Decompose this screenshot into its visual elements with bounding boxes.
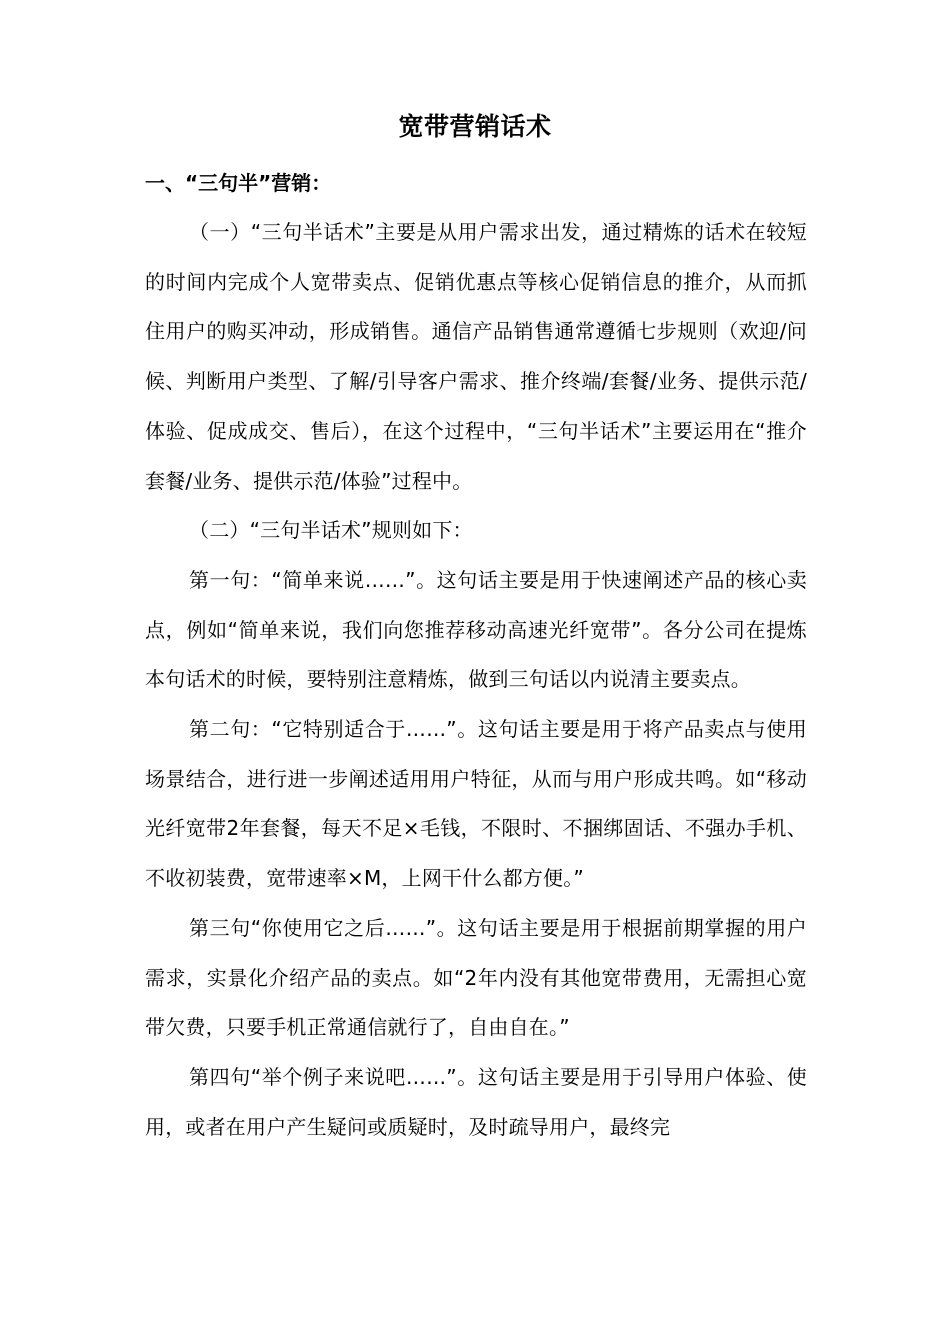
document-body — [145, 208, 807, 1152]
document-title: 宽带营销话术 — [398, 112, 552, 141]
paragraph-rules-heading: （二）“三句半话术”规则如下： — [189, 518, 473, 543]
paragraph-sentence-one: 第一句：“简单来说……”。这句话主要是用于快速阐述产品的核心卖点，例如“简单来说，我们向您推荐移动高速光纤宽带”。各分公司在提炼本句话术的时候，要特别注意精炼，做到三句话以内说清主要卖点。 — [145, 567, 807, 692]
section-heading: 一、“三句半”营销： — [145, 171, 332, 195]
paragraph-sentence-four: 第四句“举个例子来说吧……”。这句话主要是用于引导用户体验、使用，或者在用户产生疑问或质疑时，及时疏导用户，最终完 — [145, 1064, 807, 1139]
paragraph-sentence-two: 第二句：“它特别适合于……”。这句话主要是用于将产品卖点与使用场景结合，进行进一步阐述适用用户特征，从而与用户形成共鸣。如“移动光纤宽带2年套餐，每天不足×毛钱，不限时、不捆绑固话、不强办手机、不收初装费，宽带速率×M，上网干什么都方便。” — [145, 717, 807, 891]
paragraph-intro: （一）“三句半话术”主要是从用户需求出发，通过精炼的话术在较短的时间内完成个人宽带卖点、促销优惠点等核心促销信息的推介，从而抓住用户的购买冲动，形成销售。通信产品销售通常遵循七步规则（欢迎/问候、判断用户类型、了解/引导客户需求、推介终端/套餐/业务、提供示范/体验、促成成交、售后），在这个过程中，“三句半话术”主要运用在“推介套餐/业务、提供示范/体验”过程中。 — [145, 220, 807, 493]
paragraph-sentence-three: 第三句“你使用它之后……”。这句话主要是用于根据前期掌握的用户需求，实景化介绍产品的卖点。如“2年内没有其他宽带费用，无需担心宽带欠费，只要手机正常通信就行了，自由自在。” — [145, 915, 807, 1040]
